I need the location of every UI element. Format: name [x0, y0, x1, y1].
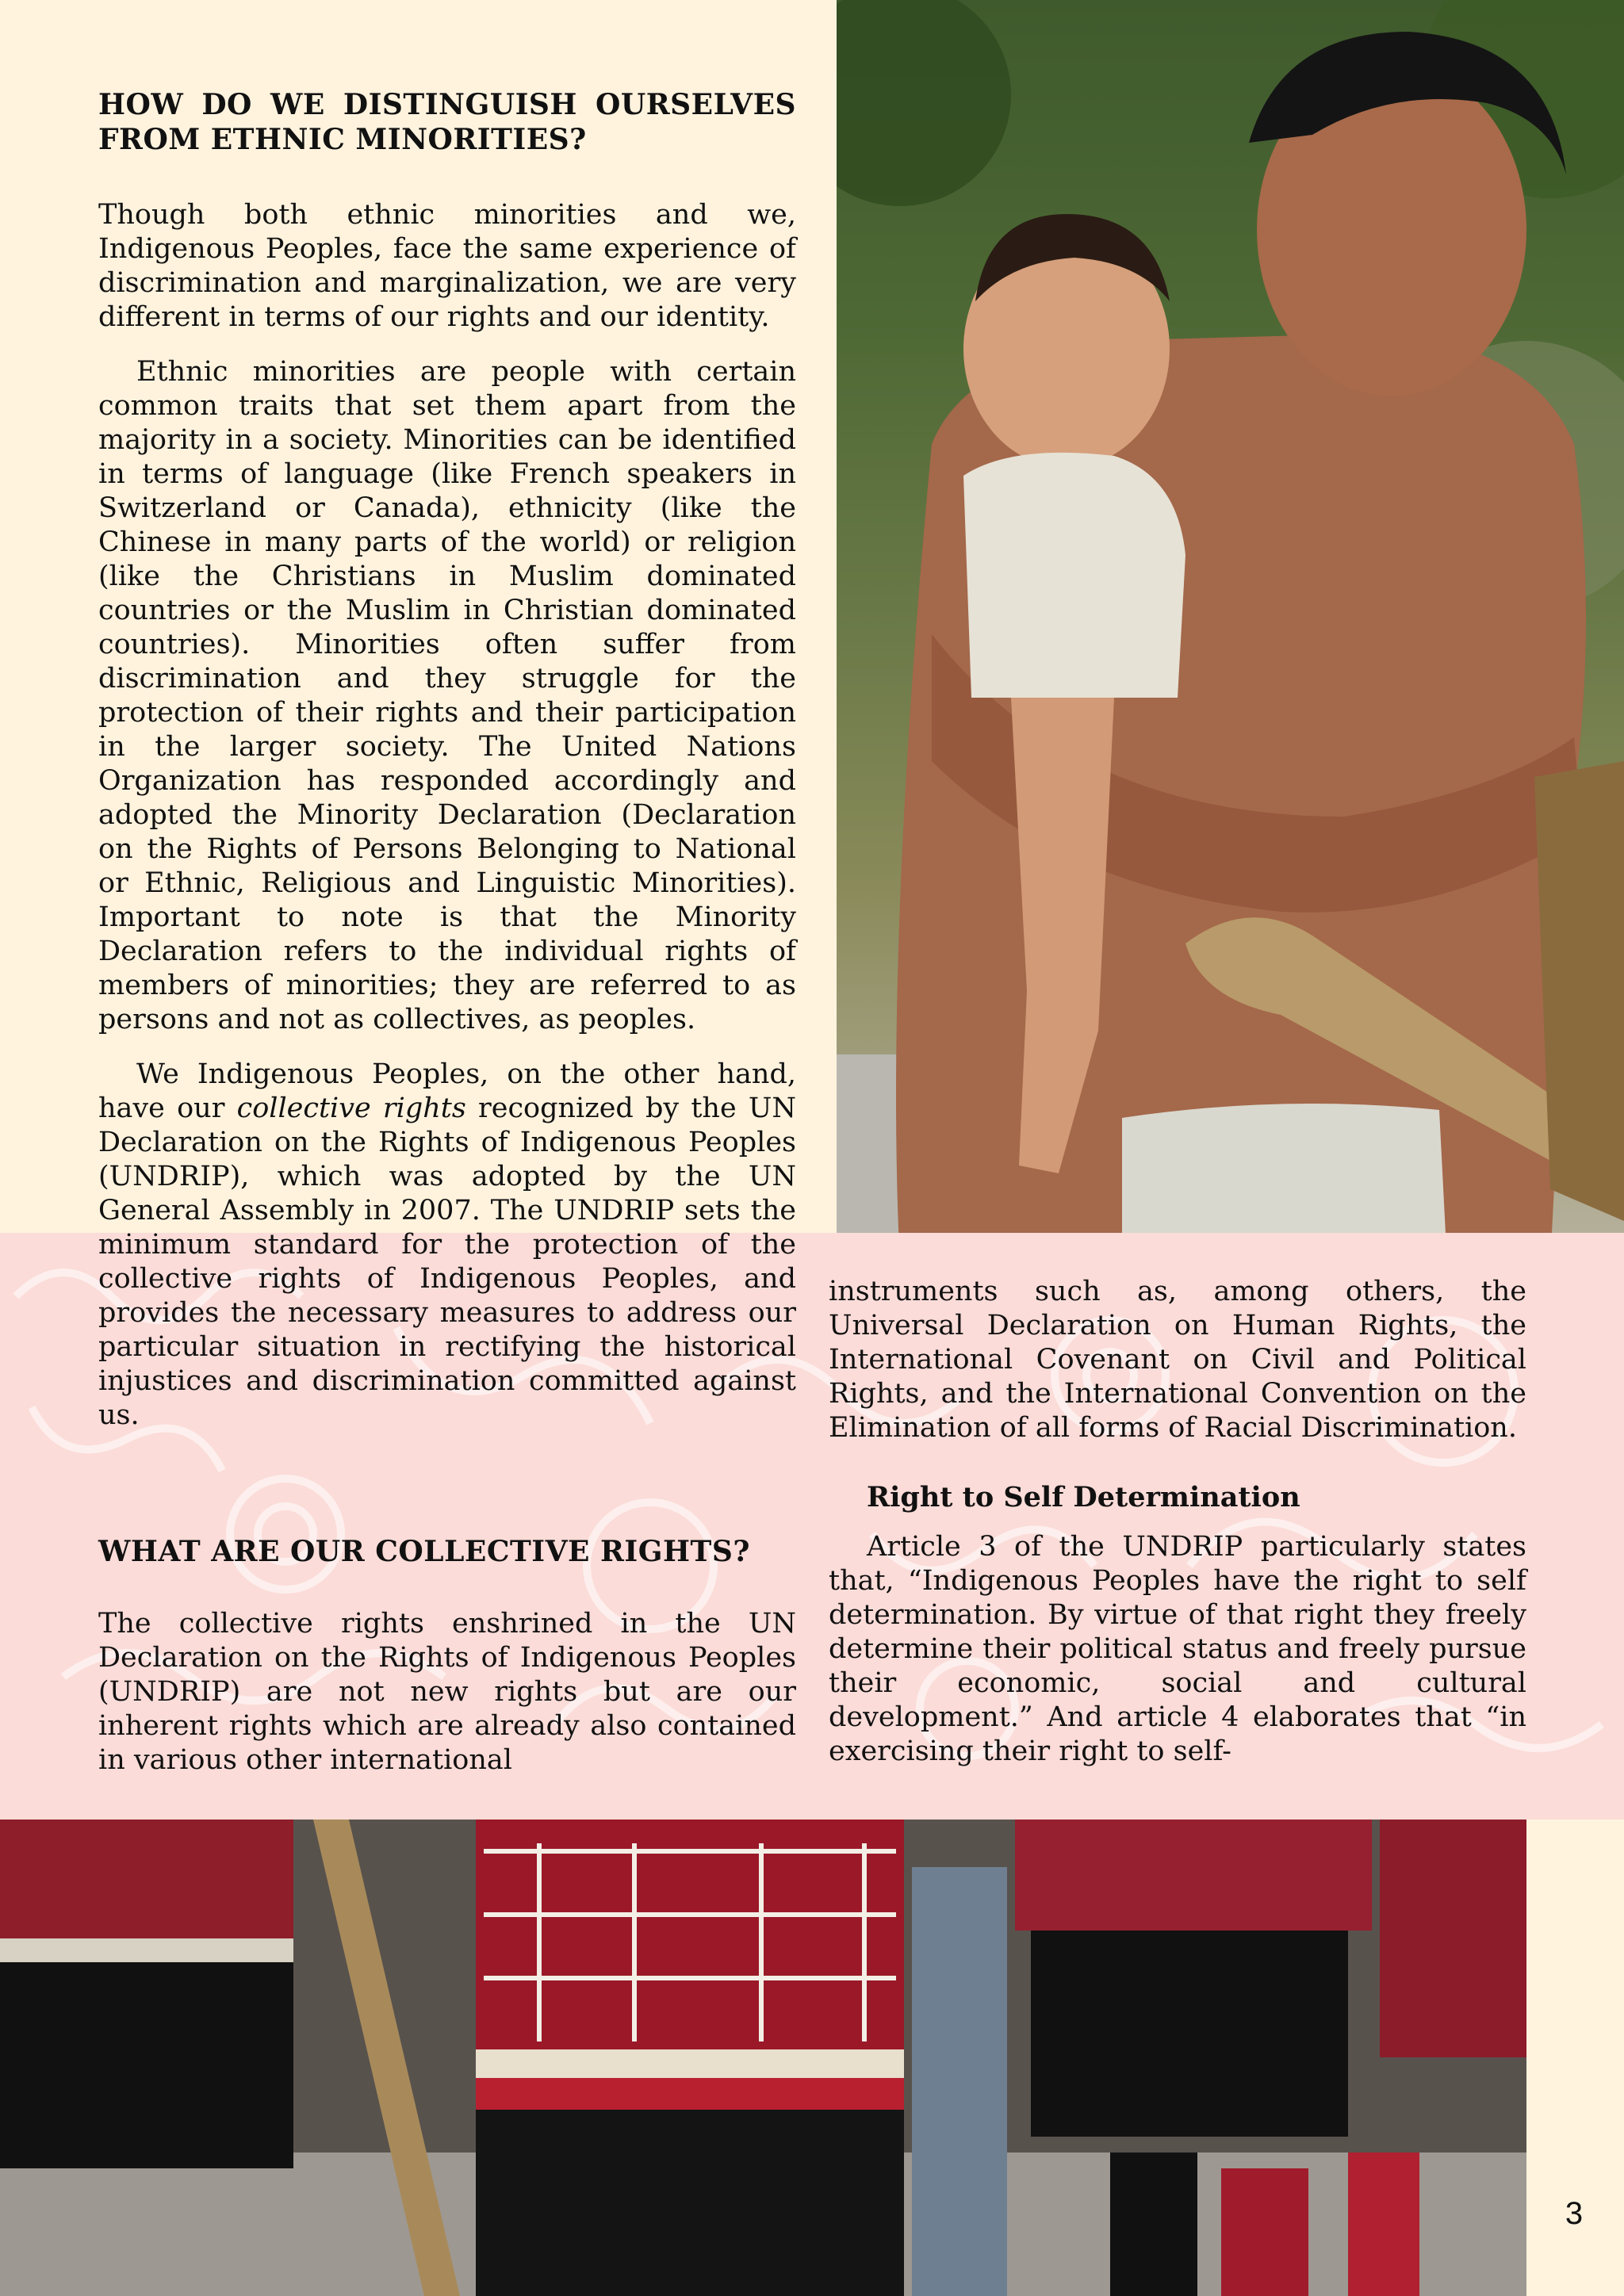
- paragraph-ethnic-minorities: Ethnic minorities are people with certain common traits that set them apart from the majority in a society. Minorities can be identified in terms of language (like French speakers in Switzerland or Canada), ethnicity (like the Chinese in many parts of the world) or religion (like the Christians in Muslim dominated countries or the Muslim in Christian dominated countries). Minorities often suffer from discrimination and they struggle for the protection of their rights and their participation in the larger society. The United Nations Organization has responded accordingly and adopted the Minority Declaration (Declaration on the Rights of Persons Belonging to National or Ethnic, Religious and Linguistic Minorities). Important to note is that the Minority Declaration refers to the individual rights of members of minorities; they are referred to as persons and not as collectives, as peoples.: [98, 356, 796, 1035]
- right-column: [829, 1275, 1526, 1789]
- photo-man-holding-child-illustration: [837, 0, 1624, 1265]
- page-number: 3: [1565, 2196, 1584, 2231]
- paragraph-article-3: Article 3 of the UNDRIP particularly states that, “Indigenous Peoples have the right to self determination. By virtue of that right they freely determine their political status and freely pursue their economic, social and cultural development.” And article 4 elaborates that “in exercising their right to self-: [829, 1531, 1526, 1767]
- paragraph-indigenous-collective-start: We Indigenous Peoples, on the other hand, have our: [98, 1058, 796, 1124]
- emphasis-collective-rights: collective rights: [236, 1093, 466, 1124]
- heading-collective-rights: WHAT ARE OUR COLLECTIVE RIGHTS?: [98, 1535, 750, 1568]
- photo-traditional-costumes-illustration: [0, 1820, 1526, 2296]
- paragraph-international-instruments: instruments such as, among others, the Universal Declaration on Human Rights, the International Covenant on Civil and Political Rights, and the International Convention on the Elimination of all forms of Racial Discrimination.: [829, 1276, 1526, 1444]
- section-distinguish: [98, 87, 796, 1453]
- paragraph-collective-rights: The collective rights enshrined in the UN Declaration on the Rights of Indigenous Peoples (UNDRIP) are not new rights but are our inherent rights which are already also contained in various other international: [98, 1608, 796, 1776]
- photo-traditional-costumes: [0, 1820, 1526, 2296]
- heading-distinguish: HOW DO WE DISTINGUISH OURSELVES FROM ETHNIC MINORITIES?: [98, 88, 796, 156]
- paragraph-indigenous-collective: [98, 1058, 796, 1433]
- paragraph-indigenous-collective-end: recognized by the UN Declaration on the Rights of Indigenous Peoples (UNDRIP), which was adopted by the UN General Assembly in 2007. The UNDRIP sets the minimum standard for the protection of the collective rights of Indigenous Peoples, and provides the necessary measures to address our particular situation in rectifying the historical injustices and discrimination committed against us.: [98, 1093, 796, 1431]
- section-collective-rights: [98, 1534, 796, 1798]
- subheading-self-determination: Right to Self Determination: [867, 1481, 1300, 1513]
- photo-man-holding-child: [837, 0, 1624, 1265]
- paragraph-distinguish-intro: Though both ethnic minorities and we, Indigenous Peoples, face the same experience of discrimination and marginalization, we are very different in terms of our rights and our identity.: [98, 199, 796, 333]
